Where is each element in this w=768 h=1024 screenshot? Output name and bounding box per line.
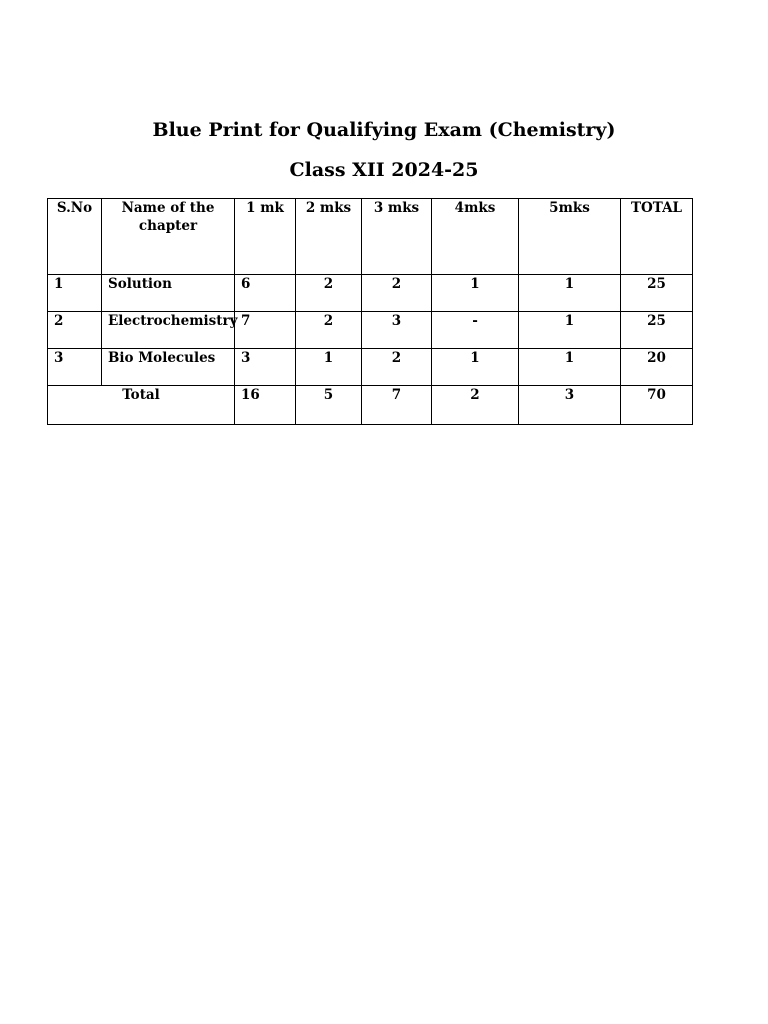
cell-2-marks: 2 bbox=[296, 275, 362, 312]
cell-1-mark: 3 bbox=[235, 349, 296, 386]
cell-2-marks: 1 bbox=[296, 349, 362, 386]
header-chapter-name: Name of the chapter bbox=[102, 199, 235, 275]
cell-total: 25 bbox=[621, 312, 693, 349]
cell-1-mark: 6 bbox=[235, 275, 296, 312]
cell-5-marks: 1 bbox=[519, 312, 621, 349]
header-3-marks: 3 mks bbox=[362, 199, 432, 275]
cell-4-marks: - bbox=[432, 312, 519, 349]
total-4-marks: 2 bbox=[432, 386, 519, 425]
header-5-marks: 5mks bbox=[519, 199, 621, 275]
table-total-row bbox=[48, 386, 693, 425]
cell-4-marks: 1 bbox=[432, 275, 519, 312]
header-4-marks: 4mks bbox=[432, 199, 519, 275]
total-1-mark: 16 bbox=[235, 386, 296, 425]
cell-sno: 3 bbox=[48, 349, 102, 386]
header-total: TOTAL bbox=[621, 199, 693, 275]
table-row bbox=[48, 312, 693, 349]
cell-sno: 1 bbox=[48, 275, 102, 312]
cell-2-marks: 2 bbox=[296, 312, 362, 349]
cell-chapter-name: Solution bbox=[102, 275, 235, 312]
document-subtitle: Class XII 2024-25 bbox=[289, 159, 479, 181]
cell-3-marks: 2 bbox=[362, 349, 432, 386]
table-row bbox=[48, 349, 693, 386]
cell-3-marks: 3 bbox=[362, 312, 432, 349]
cell-5-marks: 1 bbox=[519, 349, 621, 386]
cell-total: 25 bbox=[621, 275, 693, 312]
total-5-marks: 3 bbox=[519, 386, 621, 425]
total-2-marks: 5 bbox=[296, 386, 362, 425]
document-title: Blue Print for Qualifying Exam (Chemistry) bbox=[152, 119, 616, 141]
cell-total: 20 bbox=[621, 349, 693, 386]
cell-3-marks: 2 bbox=[362, 275, 432, 312]
cell-4-marks: 1 bbox=[432, 349, 519, 386]
cell-chapter-name: Electrochemistry bbox=[102, 312, 235, 349]
header-2-marks: 2 mks bbox=[296, 199, 362, 275]
cell-sno: 2 bbox=[48, 312, 102, 349]
header-sno: S.No bbox=[48, 199, 102, 275]
total-label: Total bbox=[48, 386, 235, 425]
cell-5-marks: 1 bbox=[519, 275, 621, 312]
table-row bbox=[48, 275, 693, 312]
table-header-row bbox=[48, 199, 693, 275]
cell-chapter-name: Bio Molecules bbox=[102, 349, 235, 386]
header-1-mark: 1 mk bbox=[235, 199, 296, 275]
cell-1-mark: 7 bbox=[235, 312, 296, 349]
total-3-marks: 7 bbox=[362, 386, 432, 425]
blueprint-table bbox=[47, 198, 693, 425]
grand-total: 70 bbox=[621, 386, 693, 425]
